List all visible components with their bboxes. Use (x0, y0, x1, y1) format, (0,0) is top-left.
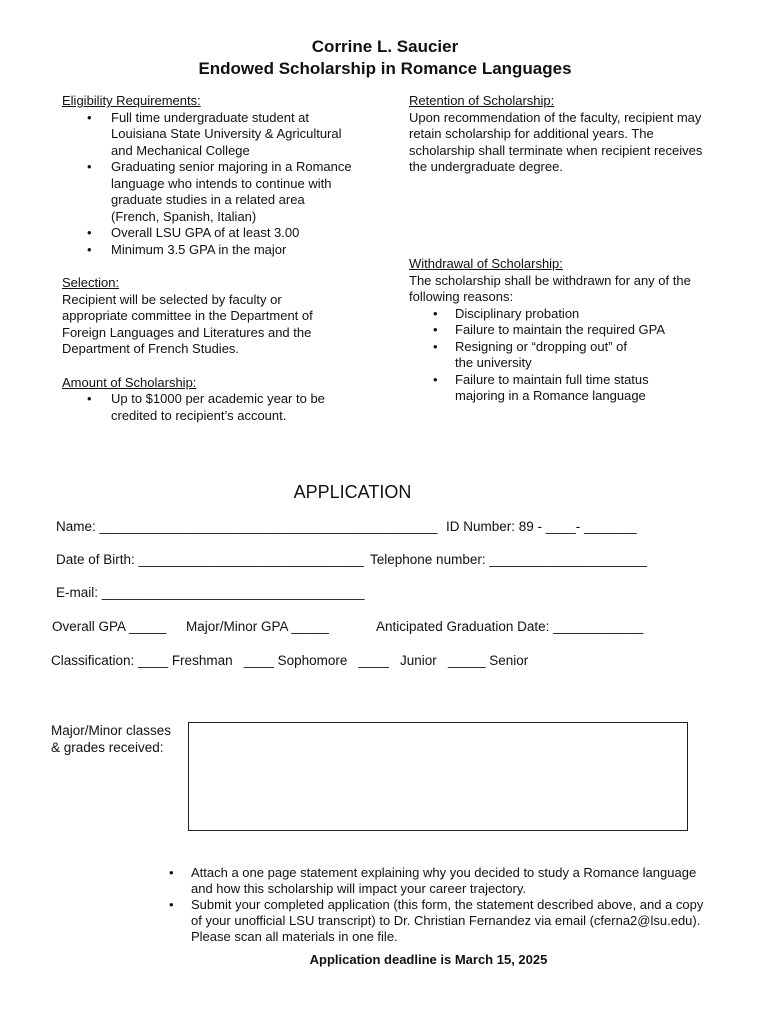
title-line-1: Corrine L. Saucier (311, 37, 459, 56)
telephone-field[interactable]: Telephone number: _____________________ (370, 552, 648, 567)
instruction-item: • Attach a one page statement explaining why you decided to study a Romance language and how this scholarship will impact your career trajectory. (166, 865, 711, 897)
languages-note: (French, Spanish, Italian) (111, 208, 257, 224)
selection-text: Recipient will be selected by faculty or appropriate committee in the Department of Foreign Languages and Literatures and the Department of French Studies. (62, 291, 313, 356)
retention-heading: Retention of Scholarship: (409, 93, 555, 108)
eligibility-item: • Full time undergraduate student at Louisiana State University & Agricultural and Mechanical College (62, 110, 362, 160)
classes-label-line: Major/Minor classes (51, 723, 172, 738)
major-gpa-field[interactable]: Major/Minor GPA _____ (186, 619, 330, 634)
eligibility-item: • Minimum 3.5 GPA in the major (62, 242, 362, 259)
withdrawal-heading: Withdrawal of Scholarship: (409, 256, 563, 271)
withdrawal-list (409, 306, 699, 405)
amount-list (62, 391, 362, 424)
eligibility-list (62, 110, 362, 259)
classes-grades-box[interactable] (188, 722, 688, 831)
graduation-date-field[interactable]: Anticipated Graduation Date: ____________ (376, 619, 644, 634)
withdrawal-section (409, 256, 709, 405)
name-field[interactable]: Name: _____________________________________________ (56, 519, 438, 534)
amount-item: • Up to $1000 per academic year to be credited to recipient’s account. (62, 391, 359, 424)
retention-section (409, 93, 709, 176)
instruction-item: • Submit your completed application (this form, the statement described above, and a copy of your unofficial LSU transcript) to Dr. Christian Fernandez via email (cferna2@lsu.edu). Please scan all materials in one file. (166, 897, 711, 945)
left-column (62, 93, 362, 424)
application-deadline: Application deadline is March 15, 2025 (309, 952, 548, 967)
amount-heading: Amount of Scholarship: (62, 374, 197, 390)
withdrawal-item: • Disciplinary probation (409, 306, 699, 323)
id-number-field[interactable]: ID Number: 89 - ____- _______ (446, 519, 637, 534)
instructions-list (166, 865, 711, 945)
classes-label-line: & grades received: (51, 740, 164, 755)
retention-text: Upon recommendation of the faculty, recipient may retain scholarship for additional years. The scholarship shall terminate when recipient receives the undergraduate degree. (409, 109, 703, 174)
date-of-birth-field[interactable]: Date of Birth: ______________________________ (56, 552, 364, 567)
eligibility-item: • Graduating senior majoring in a Romance language who intends to continue with graduate studies in a related area (French, Spanish, Italian) (62, 159, 362, 225)
withdrawal-item: • Failure to maintain the required GPA (409, 322, 699, 339)
classes-label (51, 722, 171, 756)
eligibility-heading: Eligibility Requirements: (62, 93, 201, 108)
withdrawal-item: • Resigning or “dropping out” of the university (409, 339, 630, 372)
application-title: APPLICATION (293, 482, 412, 502)
eligibility-item: • Overall LSU GPA of at least 3.00 (62, 225, 362, 242)
overall-gpa-field[interactable]: Overall GPA _____ (52, 619, 167, 634)
title-line-2: Endowed Scholarship in Romance Languages (198, 59, 572, 78)
withdrawal-intro: The scholarship shall be withdrawn for any of the following reasons: (409, 272, 691, 304)
classification-field[interactable]: Classification: ____ Freshman ____ Sophomore ____ Junior _____ Senior (51, 653, 529, 668)
selection-heading: Selection: (62, 275, 120, 290)
email-field[interactable]: E-mail: ___________________________________ (56, 585, 365, 600)
withdrawal-item: • Failure to maintain full time status majoring in a Romance language (409, 372, 667, 405)
